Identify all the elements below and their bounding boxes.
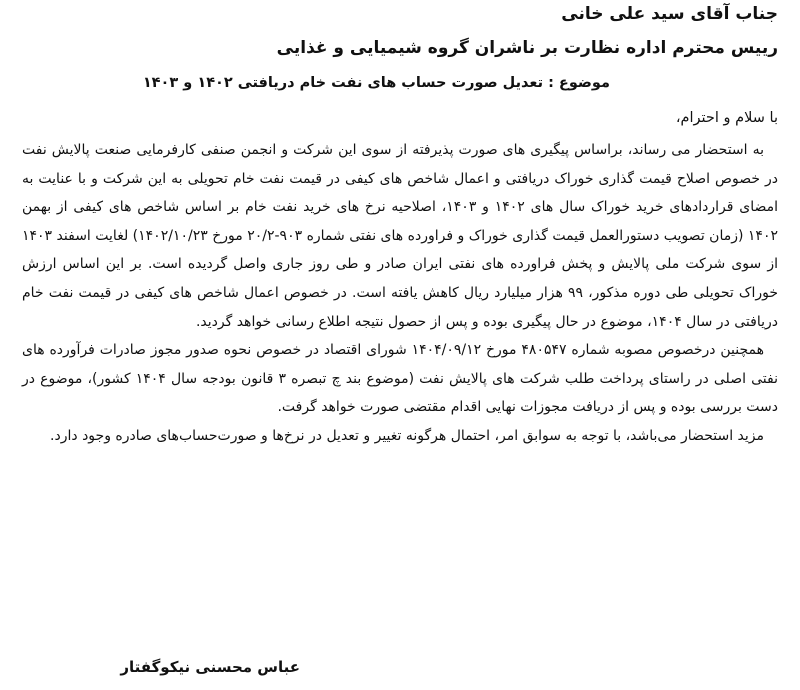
signatory-name: عباس محسنی نیکوگفتار bbox=[120, 658, 300, 676]
paragraph-main: به استحضار می رساند، براساس پیگیری های صورت پذیرفته از سوی این شرکت و انجمن صنفی کارفرمایی صنعت پالایش نفت در خصوص اصلاح قیمت گذاری خوراک دریافتی و اعمال شاخص های کیفی در قیمت نفت خام تحویلی به این شرکت و با عنایت به امضای قراردادهای خرید خوراک سال های ۱۴۰۲ و ۱۴۰۳، اصلاحیه نرخ های خرید نفت خام بر اساس شاخص های کیفی از بهمن ۱۴۰۲ (زمان تصویب دستورالعمل قیمت گذاری خوراک و فراورده های نفتی شماره ۹۰۳-۲۰/۲ مورخ ۱۴۰۲/۱۰/۲۳) لغایت اسفند ۱۴۰۳ از سوی شرکت ملی پالایش و پخش فراورده های نفتی ایران صادر و طی روز جاری واصل گردیده است. بر این اساس ارزش خوراک تحویلی طی دوره مذکور، ۹۹ هزار میلیارد ریال کاهش یافته است. در خصوص اعمال شاخص های کیفی در قیمت نفت خام دریافتی در سال ۱۴۰۴، موضوع در حال پیگیری بوده و پس از حصول نتیجه اطلاع رسانی خواهد گردید. bbox=[22, 142, 778, 330]
recipient-title: رییس محترم اداره نظارت بر ناشران گروه شیمیایی و غذایی bbox=[276, 38, 778, 58]
letter-subject: موضوع : تعدیل صورت حساب های نفت خام دریافتی ۱۴۰۲ و ۱۴۰۳ bbox=[142, 75, 610, 91]
paragraph-export-permit: همچنین درخصوص مصوبه شماره ۴۸۰۵۴۷ مورخ ۱۴۰۴/۰۹/۱۲ شورای اقتصاد در خصوص نحوه صدور مجوز صادرات فرآورده های نفتی اصلی در راستای پرداخت طلب شرکت های پالایش نفت (موضوع بند چ تبصره ۳ قانون بودجه سال ۱۴۰۴ کشور)، موضوع در دست بررسی بوده و پس از دریافت مجوزات نهایی اقدام مقتضی صورت خواهد گرفت. bbox=[22, 342, 778, 416]
letter-body bbox=[22, 136, 778, 451]
greeting: با سلام و احترام، bbox=[675, 110, 778, 126]
recipient-name: جناب آقای سید علی خانی bbox=[561, 4, 778, 24]
paragraph-note: مزید استحضار می‌باشد، با توجه به سوابق امر، احتمال هرگونه تغییر و تعدیل در نرخ‌ها و صورت‌حساب‌های صادره وجود دارد. bbox=[50, 427, 764, 444]
